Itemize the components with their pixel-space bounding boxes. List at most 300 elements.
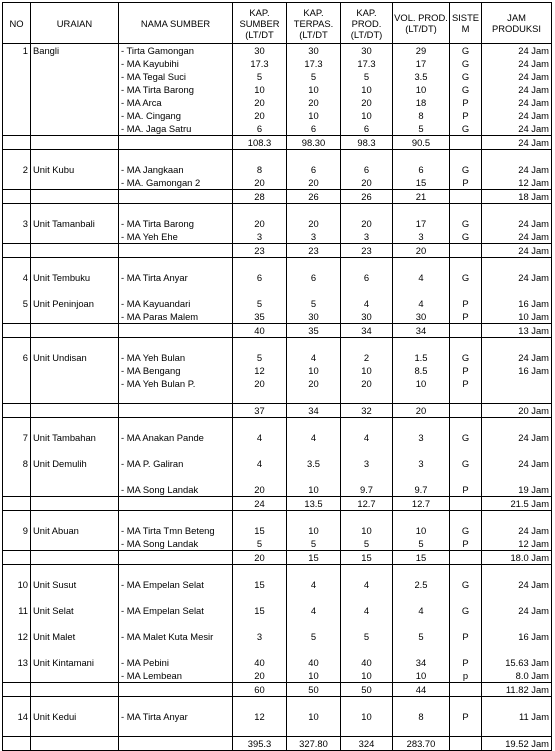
cell-sistem: P — [450, 310, 482, 324]
cell-jam-produksi — [482, 723, 552, 737]
header-kap-prod: KAP. PROD. (LT/DT) — [341, 3, 393, 44]
cell-kap-sumber: 20 — [233, 176, 287, 190]
cell-uraian — [31, 537, 119, 551]
cell-kap-terpas — [287, 591, 341, 604]
cell-vol-prod — [393, 565, 450, 579]
cell-nama-sumber: - MA Tirta Barong — [119, 83, 233, 96]
cell-kap-sumber: 20 — [233, 551, 287, 565]
cell-sistem — [450, 284, 482, 297]
cell-kap-terpas: 20 — [287, 377, 341, 390]
cell-kap-prod: 4 — [341, 604, 393, 617]
cell-kap-prod — [341, 150, 393, 164]
cell-vol-prod: 20 — [393, 244, 450, 258]
table-row — [3, 351, 552, 364]
cell-nama-sumber — [119, 324, 233, 338]
subtotal-row — [3, 136, 552, 150]
subtotal-row — [3, 404, 552, 418]
cell-jam-produksi: 18 Jam — [482, 190, 552, 204]
cell-nama-sumber: - MA Kayuandari — [119, 297, 233, 310]
cell-uraian — [31, 377, 119, 390]
spacer-row — [3, 697, 552, 711]
cell-vol-prod — [393, 338, 450, 352]
cell-kap-prod: 6 — [341, 163, 393, 176]
cell-uraian — [31, 483, 119, 497]
cell-nama-sumber: - MA. Jaga Satru — [119, 122, 233, 136]
cell-kap-terpas: 327.80 — [287, 737, 341, 751]
subtotal-row — [3, 244, 552, 258]
cell-sistem: G — [450, 163, 482, 176]
cell-kap-terpas: 26 — [287, 190, 341, 204]
table-row — [3, 483, 552, 497]
table-row — [3, 217, 552, 230]
cell-nama-sumber — [119, 204, 233, 218]
cell-kap-prod: 17.3 — [341, 57, 393, 70]
cell-kap-sumber: 23 — [233, 244, 287, 258]
cell-kap-prod: 32 — [341, 404, 393, 418]
cell-jam-produksi: 21.5 Jam — [482, 497, 552, 511]
cell-nama-sumber — [119, 723, 233, 737]
cell-kap-prod — [341, 617, 393, 630]
cell-vol-prod: 34 — [393, 656, 450, 669]
cell-kap-sumber: 28 — [233, 190, 287, 204]
cell-vol-prod — [393, 617, 450, 630]
cell-kap-terpas: 10 — [287, 524, 341, 537]
cell-kap-terpas: 4 — [287, 578, 341, 591]
cell-no — [3, 258, 31, 272]
cell-kap-prod — [341, 204, 393, 218]
cell-sistem: G — [450, 217, 482, 230]
header-row — [3, 3, 552, 44]
table-row — [3, 271, 552, 284]
table-row — [3, 109, 552, 122]
cell-uraian: Unit Kedui — [31, 710, 119, 723]
cell-nama-sumber: - MA Pebini — [119, 656, 233, 669]
cell-uraian: Unit Malet — [31, 630, 119, 643]
cell-kap-prod: 3 — [341, 457, 393, 470]
cell-kap-sumber: 20 — [233, 109, 287, 122]
cell-vol-prod: 3 — [393, 457, 450, 470]
cell-sistem — [450, 591, 482, 604]
cell-uraian — [31, 324, 119, 338]
cell-kap-terpas: 10 — [287, 710, 341, 723]
cell-kap-prod: 10 — [341, 109, 393, 122]
spacer-row — [3, 418, 552, 432]
cell-nama-sumber — [119, 617, 233, 630]
cell-vol-prod — [393, 418, 450, 432]
cell-nama-sumber — [119, 497, 233, 511]
cell-sistem — [450, 697, 482, 711]
table-row — [3, 310, 552, 324]
cell-kap-terpas — [287, 150, 341, 164]
cell-jam-produksi — [482, 444, 552, 457]
cell-kap-sumber: 35 — [233, 310, 287, 324]
cell-uraian — [31, 136, 119, 150]
cell-no — [3, 83, 31, 96]
cell-nama-sumber — [119, 470, 233, 483]
cell-nama-sumber — [119, 737, 233, 751]
cell-no — [3, 244, 31, 258]
cell-kap-prod — [341, 643, 393, 656]
cell-no — [3, 338, 31, 352]
table-row — [3, 604, 552, 617]
cell-uraian — [31, 497, 119, 511]
cell-nama-sumber: - MA Tirta Anyar — [119, 271, 233, 284]
cell-uraian — [31, 284, 119, 297]
cell-nama-sumber — [119, 244, 233, 258]
cell-nama-sumber: - MA Tirta Anyar — [119, 710, 233, 723]
cell-nama-sumber — [119, 591, 233, 604]
cell-kap-sumber: 5 — [233, 351, 287, 364]
cell-kap-prod: 10 — [341, 83, 393, 96]
cell-jam-produksi — [482, 284, 552, 297]
cell-uraian — [31, 57, 119, 70]
cell-vol-prod: 34 — [393, 324, 450, 338]
cell-jam-produksi: 16 Jam — [482, 630, 552, 643]
cell-kap-prod — [341, 444, 393, 457]
cell-vol-prod: 90.5 — [393, 136, 450, 150]
cell-sistem: G — [450, 70, 482, 83]
cell-kap-prod: 20 — [341, 96, 393, 109]
cell-jam-produksi — [482, 697, 552, 711]
cell-kap-sumber — [233, 258, 287, 272]
cell-jam-produksi: 24 Jam — [482, 83, 552, 96]
cell-sistem: G — [450, 271, 482, 284]
cell-nama-sumber: - MA Empelan Selat — [119, 578, 233, 591]
cell-kap-terpas: 30 — [287, 310, 341, 324]
cell-no: 12 — [3, 630, 31, 643]
cell-no: 3 — [3, 217, 31, 230]
cell-uraian — [31, 244, 119, 258]
spacer-row — [3, 204, 552, 218]
table-row — [3, 364, 552, 377]
cell-kap-terpas — [287, 284, 341, 297]
cell-jam-produksi — [482, 511, 552, 525]
cell-uraian — [31, 258, 119, 272]
cell-vol-prod: 10 — [393, 669, 450, 683]
cell-sistem: G — [450, 457, 482, 470]
table-row — [3, 83, 552, 96]
cell-uraian: Unit Tembuku — [31, 271, 119, 284]
cell-sistem: G — [450, 57, 482, 70]
cell-jam-produksi: 10 Jam — [482, 310, 552, 324]
cell-kap-terpas — [287, 418, 341, 432]
header-no: NO — [3, 3, 31, 44]
cell-kap-sumber: 6 — [233, 122, 287, 136]
cell-no: 5 — [3, 297, 31, 310]
cell-kap-terpas — [287, 617, 341, 630]
cell-uraian: Unit Kintamani — [31, 656, 119, 669]
spacer-row — [3, 723, 552, 737]
cell-no: 7 — [3, 431, 31, 444]
cell-sistem: G — [450, 351, 482, 364]
cell-kap-prod: 10 — [341, 710, 393, 723]
cell-jam-produksi — [482, 591, 552, 604]
cell-uraian — [31, 591, 119, 604]
cell-jam-produksi: 24 Jam — [482, 44, 552, 58]
cell-no: 14 — [3, 710, 31, 723]
cell-jam-produksi: 24 Jam — [482, 57, 552, 70]
cell-kap-prod — [341, 470, 393, 483]
cell-vol-prod: 18 — [393, 96, 450, 109]
cell-jam-produksi — [482, 338, 552, 352]
cell-vol-prod: 29 — [393, 44, 450, 58]
cell-nama-sumber: - MA. Gamongan 2 — [119, 176, 233, 190]
table-row — [3, 377, 552, 390]
cell-uraian — [31, 617, 119, 630]
cell-uraian — [31, 364, 119, 377]
cell-jam-produksi: 19.52 Jam — [482, 737, 552, 751]
cell-sistem: G — [450, 604, 482, 617]
cell-jam-produksi: 24 Jam — [482, 230, 552, 244]
cell-sistem: G — [450, 122, 482, 136]
cell-vol-prod: 3 — [393, 230, 450, 244]
cell-vol-prod — [393, 204, 450, 218]
cell-no — [3, 57, 31, 70]
cell-nama-sumber: - MA Tegal Suci — [119, 70, 233, 83]
cell-kap-terpas: 34 — [287, 404, 341, 418]
cell-no — [3, 551, 31, 565]
cell-no — [3, 444, 31, 457]
spacer-row — [3, 150, 552, 164]
cell-sistem — [450, 324, 482, 338]
cell-kap-prod — [341, 591, 393, 604]
cell-kap-sumber: 40 — [233, 324, 287, 338]
cell-sistem: P — [450, 364, 482, 377]
cell-jam-produksi: 16 Jam — [482, 297, 552, 310]
cell-kap-terpas: 10 — [287, 483, 341, 497]
cell-nama-sumber: - MA Song Landak — [119, 483, 233, 497]
cell-jam-produksi — [482, 390, 552, 404]
cell-no — [3, 176, 31, 190]
cell-kap-prod — [341, 511, 393, 525]
spacer-row — [3, 643, 552, 656]
cell-kap-prod: 6 — [341, 122, 393, 136]
cell-kap-prod: 20 — [341, 217, 393, 230]
cell-no — [3, 591, 31, 604]
cell-nama-sumber — [119, 697, 233, 711]
cell-uraian — [31, 737, 119, 751]
subtotal-row — [3, 497, 552, 511]
cell-sistem — [450, 338, 482, 352]
cell-kap-sumber — [233, 150, 287, 164]
cell-kap-prod — [341, 418, 393, 432]
cell-nama-sumber — [119, 284, 233, 297]
cell-sistem — [450, 258, 482, 272]
cell-kap-terpas: 50 — [287, 683, 341, 697]
cell-uraian — [31, 511, 119, 525]
cell-vol-prod — [393, 697, 450, 711]
cell-vol-prod: 5 — [393, 630, 450, 643]
cell-kap-terpas: 3 — [287, 230, 341, 244]
table-row — [3, 163, 552, 176]
cell-no: 4 — [3, 271, 31, 284]
cell-sistem: P — [450, 710, 482, 723]
cell-vol-prod — [393, 723, 450, 737]
cell-jam-produksi — [482, 617, 552, 630]
cell-nama-sumber: - MA Empelan Selat — [119, 604, 233, 617]
cell-nama-sumber — [119, 150, 233, 164]
cell-jam-produksi: 13 Jam — [482, 324, 552, 338]
cell-uraian — [31, 418, 119, 432]
cell-kap-terpas: 4 — [287, 431, 341, 444]
header-kap-sumber: KAP. SUMBER (LT/DT — [233, 3, 287, 44]
table-row — [3, 230, 552, 244]
cell-uraian — [31, 70, 119, 83]
cell-uraian — [31, 230, 119, 244]
cell-kap-sumber: 17.3 — [233, 57, 287, 70]
cell-uraian — [31, 190, 119, 204]
cell-kap-prod: 15 — [341, 551, 393, 565]
header-sistem: SISTE M — [450, 3, 482, 44]
cell-uraian — [31, 683, 119, 697]
cell-nama-sumber: - MA Malet Kuta Mesir — [119, 630, 233, 643]
cell-kap-sumber: 37 — [233, 404, 287, 418]
table-row — [3, 710, 552, 723]
cell-no — [3, 150, 31, 164]
spacer-row — [3, 511, 552, 525]
cell-sistem: G — [450, 230, 482, 244]
cell-kap-terpas: 10 — [287, 83, 341, 96]
cell-kap-sumber — [233, 617, 287, 630]
cell-kap-prod — [341, 258, 393, 272]
cell-jam-produksi: 24 Jam — [482, 136, 552, 150]
cell-uraian — [31, 83, 119, 96]
cell-jam-produksi — [482, 565, 552, 579]
cell-nama-sumber: - MA Yeh Bulan — [119, 351, 233, 364]
cell-sistem — [450, 404, 482, 418]
cell-sistem — [450, 497, 482, 511]
header-kap-terpas: KAP. TERPAS. (LT/DT — [287, 3, 341, 44]
cell-jam-produksi: 24 Jam — [482, 244, 552, 258]
header-nama-sumber: NAMA SUMBER — [119, 3, 233, 44]
cell-uraian — [31, 122, 119, 136]
cell-kap-terpas: 4 — [287, 604, 341, 617]
cell-no — [3, 96, 31, 109]
cell-no — [3, 324, 31, 338]
cell-kap-terpas: 3.5 — [287, 457, 341, 470]
spacer-row — [3, 591, 552, 604]
cell-kap-prod: 20 — [341, 176, 393, 190]
cell-sistem — [450, 511, 482, 525]
cell-kap-sumber: 12 — [233, 364, 287, 377]
cell-uraian — [31, 338, 119, 352]
cell-no — [3, 70, 31, 83]
cell-kap-prod: 6 — [341, 271, 393, 284]
cell-nama-sumber: - MA Bengang — [119, 364, 233, 377]
cell-kap-prod: 30 — [341, 44, 393, 58]
cell-uraian: Unit Susut — [31, 578, 119, 591]
cell-kap-sumber: 15 — [233, 604, 287, 617]
cell-vol-prod: 5 — [393, 537, 450, 551]
subtotal-row — [3, 190, 552, 204]
cell-kap-sumber — [233, 643, 287, 656]
cell-no — [3, 669, 31, 683]
cell-nama-sumber — [119, 338, 233, 352]
cell-kap-terpas — [287, 470, 341, 483]
table-row — [3, 70, 552, 83]
cell-nama-sumber: - MA Arca — [119, 96, 233, 109]
cell-kap-prod: 4 — [341, 431, 393, 444]
cell-kap-prod: 2 — [341, 351, 393, 364]
cell-jam-produksi: 19 Jam — [482, 483, 552, 497]
cell-kap-terpas: 6 — [287, 163, 341, 176]
cell-jam-produksi: 24 Jam — [482, 351, 552, 364]
cell-kap-prod: 10 — [341, 364, 393, 377]
cell-kap-terpas: 20 — [287, 96, 341, 109]
cell-kap-terpas: 5 — [287, 630, 341, 643]
cell-no — [3, 364, 31, 377]
spacer-row — [3, 617, 552, 630]
cell-sistem — [450, 136, 482, 150]
table-row — [3, 524, 552, 537]
cell-kap-terpas: 5 — [287, 537, 341, 551]
cell-uraian: Unit Abuan — [31, 524, 119, 537]
cell-kap-prod: 5 — [341, 70, 393, 83]
cell-kap-terpas: 20 — [287, 217, 341, 230]
cell-no — [3, 230, 31, 244]
cell-kap-terpas — [287, 444, 341, 457]
cell-vol-prod: 44 — [393, 683, 450, 697]
cell-kap-prod: 10 — [341, 669, 393, 683]
cell-kap-prod: 40 — [341, 656, 393, 669]
cell-nama-sumber — [119, 511, 233, 525]
cell-kap-prod — [341, 565, 393, 579]
cell-vol-prod: 17 — [393, 57, 450, 70]
cell-kap-sumber — [233, 390, 287, 404]
cell-uraian — [31, 697, 119, 711]
cell-no — [3, 643, 31, 656]
table-row — [3, 669, 552, 683]
cell-nama-sumber — [119, 136, 233, 150]
cell-kap-sumber: 20 — [233, 483, 287, 497]
cell-vol-prod: 2.5 — [393, 578, 450, 591]
cell-jam-produksi: 24 Jam — [482, 109, 552, 122]
water-source-table — [2, 2, 552, 751]
cell-sistem: G — [450, 83, 482, 96]
cell-jam-produksi: 24 Jam — [482, 431, 552, 444]
cell-kap-sumber: 10 — [233, 83, 287, 96]
cell-jam-produksi: 24 Jam — [482, 524, 552, 537]
cell-uraian — [31, 204, 119, 218]
cell-jam-produksi: 24 Jam — [482, 217, 552, 230]
subtotal-row — [3, 324, 552, 338]
cell-uraian — [31, 310, 119, 324]
cell-uraian: Unit Demulih — [31, 457, 119, 470]
cell-kap-sumber — [233, 591, 287, 604]
cell-uraian — [31, 643, 119, 656]
cell-kap-sumber — [233, 204, 287, 218]
cell-kap-sumber: 5 — [233, 537, 287, 551]
cell-no — [3, 697, 31, 711]
cell-sistem — [450, 390, 482, 404]
cell-kap-prod: 20 — [341, 377, 393, 390]
cell-nama-sumber: - MA Kayubihi — [119, 57, 233, 70]
table-row — [3, 431, 552, 444]
cell-no — [3, 109, 31, 122]
cell-jam-produksi — [482, 470, 552, 483]
cell-no — [3, 404, 31, 418]
cell-kap-prod — [341, 723, 393, 737]
cell-vol-prod: 3 — [393, 431, 450, 444]
cell-vol-prod — [393, 591, 450, 604]
cell-uraian — [31, 723, 119, 737]
cell-uraian — [31, 669, 119, 683]
table-row — [3, 656, 552, 669]
header-jam-produksi: JAM PRODUKSI — [482, 3, 552, 44]
cell-jam-produksi — [482, 377, 552, 390]
cell-vol-prod: 8.5 — [393, 364, 450, 377]
cell-jam-produksi: 24 Jam — [482, 271, 552, 284]
